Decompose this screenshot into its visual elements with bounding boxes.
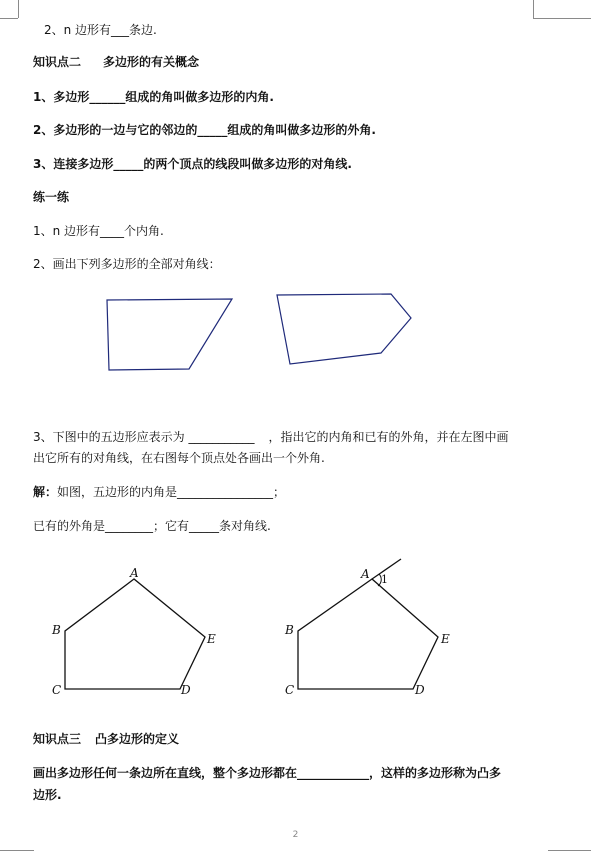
left-vertex-B: B [52,623,61,637]
convex-definition-2: 边形. [33,788,62,802]
question-sides: 2、n 边形有___条边. [44,23,157,37]
concept-interior-angle: 1、多边形______组成的角叫做多边形的内角. [33,90,274,104]
answer-line-2: 已有的外角是________；它有_____条对角线. [33,519,271,533]
left-vertex-E: E [207,632,216,646]
right-vertex-E: E [441,632,450,646]
answer-text: 如图，五边形的内角是________________； [57,485,286,499]
left-vertex-C: C [52,683,62,697]
practice-q1: 1、n 边形有____个内角. [33,224,164,238]
practice-q2: 2、画出下列多边形的全部对角线： [33,257,221,271]
left-pentagon [65,579,205,689]
concept-exterior-angle: 2、多边形的一边与它的邻边的_____组成的角叫做多边形的外角. [33,123,376,137]
section-heading-3 [33,731,179,747]
right-vertex-C: C [285,683,295,697]
right-vertex-D: D [415,683,425,697]
practice-q3-line1: 3、下图中的五边形应表示为 ___________ ，指出它的内角和已有的外角，并在左图中画 [33,430,509,444]
right-pentagon [298,579,438,689]
section-label: 知识点二 [33,55,82,69]
right-vertex-A: A [361,567,370,581]
convex-definition-1: 画出多边形任何一条边所在直线，整个多边形都在____________，这样的多边形称为凸多 [33,766,502,780]
practice-heading: 练一练 [33,190,70,204]
exterior-angle-label: 1 [381,573,388,586]
left-vertex-A: A [130,566,139,580]
practice-q3-line2: 出它所有的对角线，在右图每个顶点处各画出一个外角. [33,451,325,465]
right-vertex-B: B [285,623,294,637]
answer-label: 解： [33,485,58,499]
section-title: 多边形的有关概念 [103,55,200,69]
section-title: 凸多边形的定义 [95,732,180,746]
concept-diagonal: 3、连接多边形_____的两个顶点的线段叫做多边形的对角线. [33,157,352,171]
section-label: 知识点三 [33,732,82,746]
page-number: 2 [292,830,299,840]
left-vertex-D: D [181,683,191,697]
